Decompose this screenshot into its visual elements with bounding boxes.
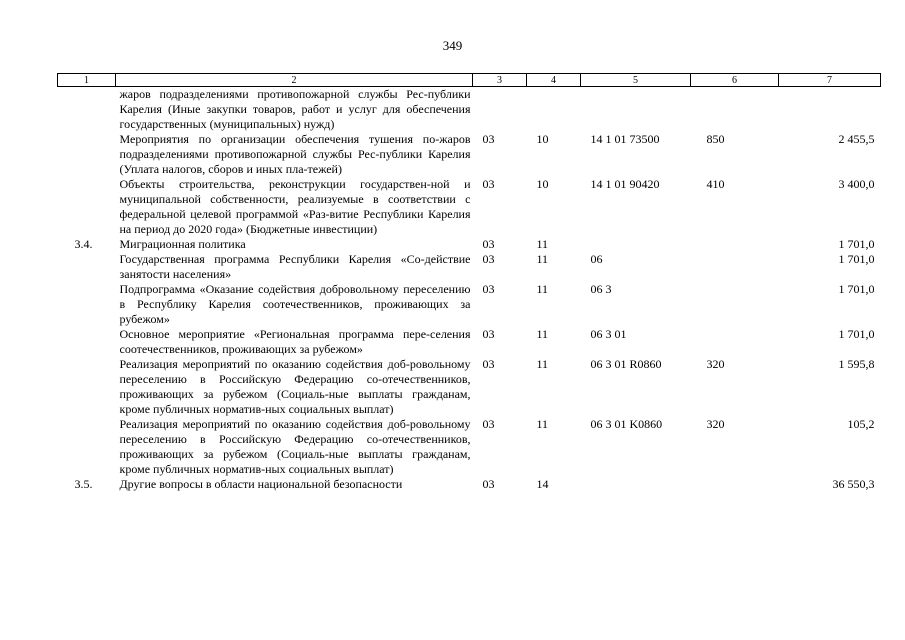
row-expense-type: 320 (706, 417, 725, 431)
table-row (58, 357, 881, 417)
row-target-code: 14 1 01 73500 (590, 132, 660, 146)
row-section: 03 (482, 357, 495, 371)
row-section: 03 (482, 177, 495, 191)
row-target-code: 06 3 01 (590, 327, 627, 341)
table-row (58, 177, 881, 237)
row-number (58, 417, 116, 477)
row-section: 03 (482, 252, 495, 266)
row-target-code (581, 87, 691, 133)
column-header-4: 4 (527, 74, 581, 87)
row-number (58, 327, 116, 357)
row-number (58, 252, 116, 282)
row-subsection: 11 (536, 417, 549, 431)
row-subsection: 14 (536, 477, 549, 491)
row-number: 3.5. (74, 477, 93, 491)
row-amount: 1 701,0 (838, 252, 875, 266)
row-amount: 1 595,8 (838, 357, 875, 371)
row-target-code: 06 3 01 K0860 (590, 417, 663, 431)
row-amount: 1 701,0 (838, 282, 875, 296)
row-number (58, 132, 116, 177)
row-section: 03 (482, 282, 495, 296)
page-number: 349 (442, 38, 463, 53)
row-subsection: 11 (536, 282, 549, 296)
table-row (58, 237, 881, 252)
row-target-code: 06 (590, 252, 603, 266)
table-row (58, 327, 881, 357)
table-body (58, 87, 881, 493)
row-amount: 105,2 (847, 417, 875, 431)
column-header-6: 6 (691, 74, 779, 87)
row-section (473, 87, 527, 133)
row-subsection: 11 (536, 327, 549, 341)
row-target-code: 06 3 01 R0860 (590, 357, 662, 371)
row-subsection (527, 87, 581, 133)
row-name: Основное мероприятие «Региональная программа пере-селения соотечественников, проживающих за рубежом» (119, 327, 471, 356)
column-header-3: 3 (473, 74, 527, 87)
row-expense-type (691, 282, 779, 327)
row-number: 3.4. (74, 237, 93, 251)
row-amount: 2 455,5 (838, 132, 875, 146)
column-header-2: 2 (116, 74, 473, 87)
table-row (58, 417, 881, 477)
table-row (58, 132, 881, 177)
row-name: Реализация мероприятий по оказанию содействия доб-ровольному переселению в Российскую Федерацию со-отечественников, проживающих за рубежом (Социаль-ные выплаты гражданам, кроме публичных норматив-ных социальных выплат) (119, 357, 471, 416)
row-target-code: 06 3 (590, 282, 612, 296)
row-name: Другие вопросы в области национальной безопасности (119, 477, 403, 491)
row-subsection: 11 (536, 357, 549, 371)
row-expense-type: 410 (706, 177, 725, 191)
row-expense-type (691, 237, 779, 252)
row-expense-type (691, 252, 779, 282)
row-target-code (581, 237, 691, 252)
table-row (58, 282, 881, 327)
row-section: 03 (482, 132, 495, 146)
row-target-code (581, 477, 691, 492)
row-name: жаров подразделениями противопожарной службы Рес-публики Карелия (Иные закупки товаров, работ и услуг для обеспечения государственных (муниципальных) нужд) (119, 87, 471, 131)
row-expense-type: 320 (706, 357, 725, 371)
row-amount: 3 400,0 (838, 177, 875, 191)
row-name: Мероприятия по организации обеспечения тушения по-жаров подразделениями противопожарной службы Рес-публики Карелия (Уплата налогов, сборов и иных пла-тежей) (119, 132, 471, 176)
row-name: Государственная программа Республики Карелия «Со-действие занятости населения» (119, 252, 471, 281)
row-number (58, 87, 116, 133)
row-name: Реализация мероприятий по оказанию содействия доб-ровольному переселению в Российскую Федерацию со-отечественников, проживающих за рубежом (Социаль-ные выплаты гражданам, кроме публичных норматив-ных социальных выплат) (119, 417, 471, 476)
row-amount: 36 550,3 (832, 477, 875, 491)
row-expense-type: 850 (706, 132, 725, 146)
table-header (58, 74, 881, 87)
row-name: Миграционная политика (119, 237, 246, 251)
row-expense-type (691, 477, 779, 492)
row-section: 03 (482, 477, 495, 491)
row-subsection: 10 (536, 177, 549, 191)
table-row (58, 252, 881, 282)
row-amount: 1 701,0 (838, 237, 875, 251)
row-name: Объекты строительства, реконструкции государствен-ной и муниципальной собственности, реализуемые в соответствии с федеральной целевой программой «Раз-витие Республики Карелия на период до 2020 года» (Бюджетные инвестиции) (119, 177, 471, 236)
column-header-1: 1 (58, 74, 116, 87)
table-row (58, 87, 881, 133)
row-number (58, 282, 116, 327)
row-subsection: 10 (536, 132, 549, 146)
budget-table (57, 73, 881, 492)
row-section: 03 (482, 237, 495, 251)
row-number (58, 177, 116, 237)
column-header-7: 7 (779, 74, 881, 87)
header-row (58, 74, 881, 87)
table-row (58, 477, 881, 492)
row-number (58, 357, 116, 417)
row-amount: 1 701,0 (838, 327, 875, 341)
row-amount (779, 87, 881, 133)
row-subsection: 11 (536, 252, 549, 266)
row-section: 03 (482, 417, 495, 431)
row-target-code: 14 1 01 90420 (590, 177, 660, 191)
column-header-5: 5 (581, 74, 691, 87)
row-subsection: 11 (536, 237, 549, 251)
row-name: Подпрограмма «Оказание содействия добровольному переселению в Республику Карелия соотечественников, проживающих за рубежом» (119, 282, 471, 326)
row-expense-type (691, 87, 779, 133)
row-expense-type (691, 327, 779, 357)
row-section: 03 (482, 327, 495, 341)
